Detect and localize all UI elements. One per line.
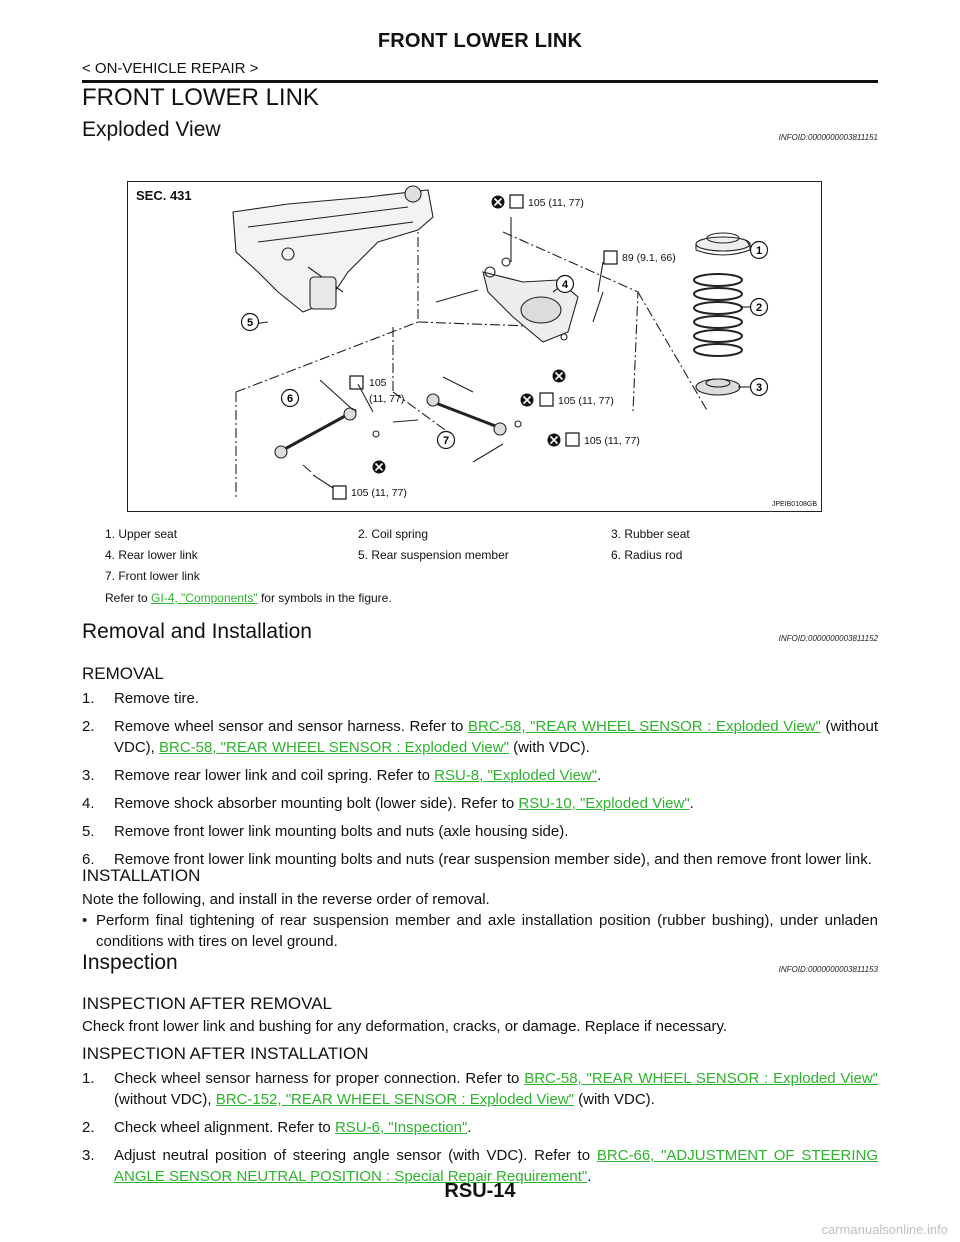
removal-step [82, 793, 878, 814]
inspection-infoid: INFOID:0000000003811153 [778, 965, 878, 974]
step-text-part: (with VDC). [573, 1091, 655, 1108]
legend-item-rear-lower-link: 4. Rear lower link [105, 548, 198, 562]
link-brc-58-rear-wheel-sensor[interactable]: BRC-58, "REAR WHEEL SENSOR : Exploded View" [468, 718, 821, 735]
legend-item-radius-rod: 6. Radius rod [611, 548, 683, 562]
callout-1 [751, 242, 768, 259]
running-header-section: < ON-VEHICLE REPAIR > [82, 60, 259, 77]
step-text [114, 716, 878, 758]
svg-text:3: 3 [755, 382, 763, 394]
legend-item-rubber-seat: 3. Rubber seat [611, 527, 690, 541]
step-text-part: . [467, 1119, 472, 1136]
exploded-view-drawing [128, 182, 820, 510]
header-divider [82, 80, 878, 83]
figure-legend [105, 527, 805, 590]
torque-label-radius-b: (11, 77) [369, 393, 405, 405]
step-text [114, 1068, 878, 1110]
figure-code: JPEIB0108GB [771, 501, 817, 508]
exploded-view-figure [127, 181, 822, 512]
legend-item-front-lower-link: 7. Front lower link [105, 569, 200, 583]
legend-row [105, 548, 805, 569]
removal-installation-heading: Removal and Installation [82, 620, 312, 643]
page-number: RSU-14 [444, 1180, 516, 1202]
step-number: 4. [82, 795, 95, 812]
inspection-step [82, 1068, 878, 1110]
svg-text:6: 6 [286, 393, 294, 405]
removal-step [82, 821, 878, 842]
legend-note [105, 591, 392, 605]
step-text [114, 793, 878, 814]
svg-text:7: 7 [442, 435, 450, 447]
step-number: 2. [82, 1119, 95, 1136]
callout-6 [282, 390, 299, 407]
legend-item-coil-spring: 2. Coil spring [358, 527, 429, 541]
removal-subheading: REMOVAL [82, 664, 164, 683]
inspection-after-removal-subheading: INSPECTION AFTER REMOVAL [82, 994, 333, 1013]
removal-step [82, 688, 878, 709]
step-text-part: (without VDC), [114, 1091, 216, 1108]
link-brc-152-rear-wheel-sensor[interactable]: BRC-152, "REAR WHEEL SENSOR : Exploded View" [215, 1091, 574, 1108]
step-text-part: Check wheel sensor harness for proper connection. Refer to [114, 1070, 525, 1087]
installation-note: Note the following, and install in the reverse order of removal. [82, 891, 490, 908]
step-text-part: (with VDC). [508, 739, 590, 756]
step-text-part: Remove wheel sensor and sensor harness. Refer to [114, 718, 469, 735]
link-brc-66-steering-angle-sensor[interactable]: BRC-66, "ADJUSTMENT OF STEERING ANGLE SENSOR NEUTRAL POSITION : Special Repair Requirement" [114, 1147, 878, 1185]
step-text-part: Adjust neutral position of steering angle sensor (with VDC). Refer to [114, 1147, 597, 1164]
step-number: 3. [82, 767, 95, 784]
link-brc-58-rear-wheel-sensor-vdc[interactable]: BRC-58, "REAR WHEEL SENSOR : Exploded View" [159, 739, 509, 756]
legend-item-rear-suspension-member: 5. Rear suspension member [358, 548, 509, 562]
svg-text:5: 5 [246, 317, 254, 329]
step-text: Remove front lower link mounting bolts and nuts (axle housing side). [114, 823, 569, 840]
link-gi-4-components[interactable]: GI-4, "Components" [151, 591, 258, 605]
removal-step [82, 849, 878, 870]
installation-bullet-text: Perform final tightening of rear suspension member and axle installation position (rubber bushing), under unladen conditions with tires on level ground. [96, 912, 878, 950]
removal-step [82, 716, 878, 758]
torque-label-top: 105 (11, 77) [528, 197, 584, 209]
installation-bullet [82, 910, 878, 952]
installation-block [82, 889, 878, 952]
step-number: 1. [82, 690, 95, 707]
step-text-part: Remove shock absorber mounting bolt (lower side). Refer to [114, 795, 519, 812]
step-text-part: Remove rear lower link and coil spring. Refer to [114, 767, 435, 784]
exploded-view-infoid: INFOID:0000000003811151 [778, 133, 878, 142]
callout-4 [557, 276, 574, 293]
svg-text:2: 2 [755, 302, 763, 314]
installation-subheading: INSTALLATION [82, 866, 201, 885]
torque-label-front-link-a: 105 (11, 77) [558, 395, 614, 407]
step-text-part: . [689, 795, 694, 812]
link-rsu-6-inspection[interactable]: RSU-6, "Inspection" [334, 1119, 468, 1136]
legend-note-prefix: Refer to [105, 591, 152, 605]
svg-text:1: 1 [755, 245, 763, 257]
step-text [114, 765, 878, 786]
legend-row [105, 527, 805, 548]
torque-label-front-link-b: 105 (11, 77) [584, 435, 640, 447]
svg-text:4: 4 [561, 279, 569, 291]
link-rsu-8-exploded-view[interactable]: RSU-8, "Exploded View" [434, 767, 598, 784]
legend-note-suffix: for symbols in the figure. [257, 591, 392, 605]
page-title: FRONT LOWER LINK [82, 84, 319, 111]
inspection-after-removal-text: Check front lower link and bushing for any deformation, cracks, or damage. Replace if necessary. [82, 1018, 728, 1035]
inspection-heading: Inspection [82, 951, 178, 974]
step-text-part: (without VDC), [114, 718, 878, 756]
step-text [114, 1117, 878, 1138]
legend-item-upper-seat: 1. Upper seat [105, 527, 178, 541]
inspection-step [82, 1117, 878, 1138]
bullet-mark: • [82, 912, 88, 929]
step-text: Remove front lower link mounting bolts and nuts (rear suspension member side), and then remove front lower link. [114, 851, 872, 868]
inspection-steps [82, 1068, 878, 1194]
inspection-after-install-subheading: INSPECTION AFTER INSTALLATION [82, 1044, 369, 1063]
callout-3 [751, 379, 768, 396]
watermark: carmanualsonline.info [821, 1222, 948, 1237]
step-text-part: Check wheel alignment. Refer to [114, 1119, 335, 1136]
torque-label-bottom: 105 (11, 77) [351, 487, 407, 499]
callout-5 [242, 314, 259, 331]
step-text: Remove tire. [114, 690, 200, 707]
callout-2 [751, 299, 768, 316]
figure-section-label: SEC. 431 [136, 188, 192, 203]
step-text-part: . [587, 1168, 592, 1185]
legend-row [105, 569, 805, 590]
removal-steps [82, 688, 878, 877]
link-rsu-10-exploded-view[interactable]: RSU-10, "Exploded View" [518, 795, 690, 812]
step-text-part: . [597, 767, 602, 784]
running-header-title: FRONT LOWER LINK [377, 30, 583, 52]
step-number: 6. [82, 851, 95, 868]
step-number: 1. [82, 1070, 95, 1087]
removal-installation-infoid: INFOID:0000000003811152 [778, 634, 878, 643]
torque-label-89: 89 (9.1, 66) [622, 252, 676, 264]
step-number: 3. [82, 1147, 95, 1164]
removal-step [82, 765, 878, 786]
exploded-view-heading: Exploded View [82, 118, 221, 141]
step-number: 5. [82, 823, 95, 840]
link-brc-58-rear-wheel-sensor-inspection[interactable]: BRC-58, "REAR WHEEL SENSOR : Exploded View" [524, 1070, 878, 1087]
torque-label-radius-a: 105 [369, 377, 387, 389]
step-number: 2. [82, 718, 95, 735]
callout-7 [438, 432, 455, 449]
